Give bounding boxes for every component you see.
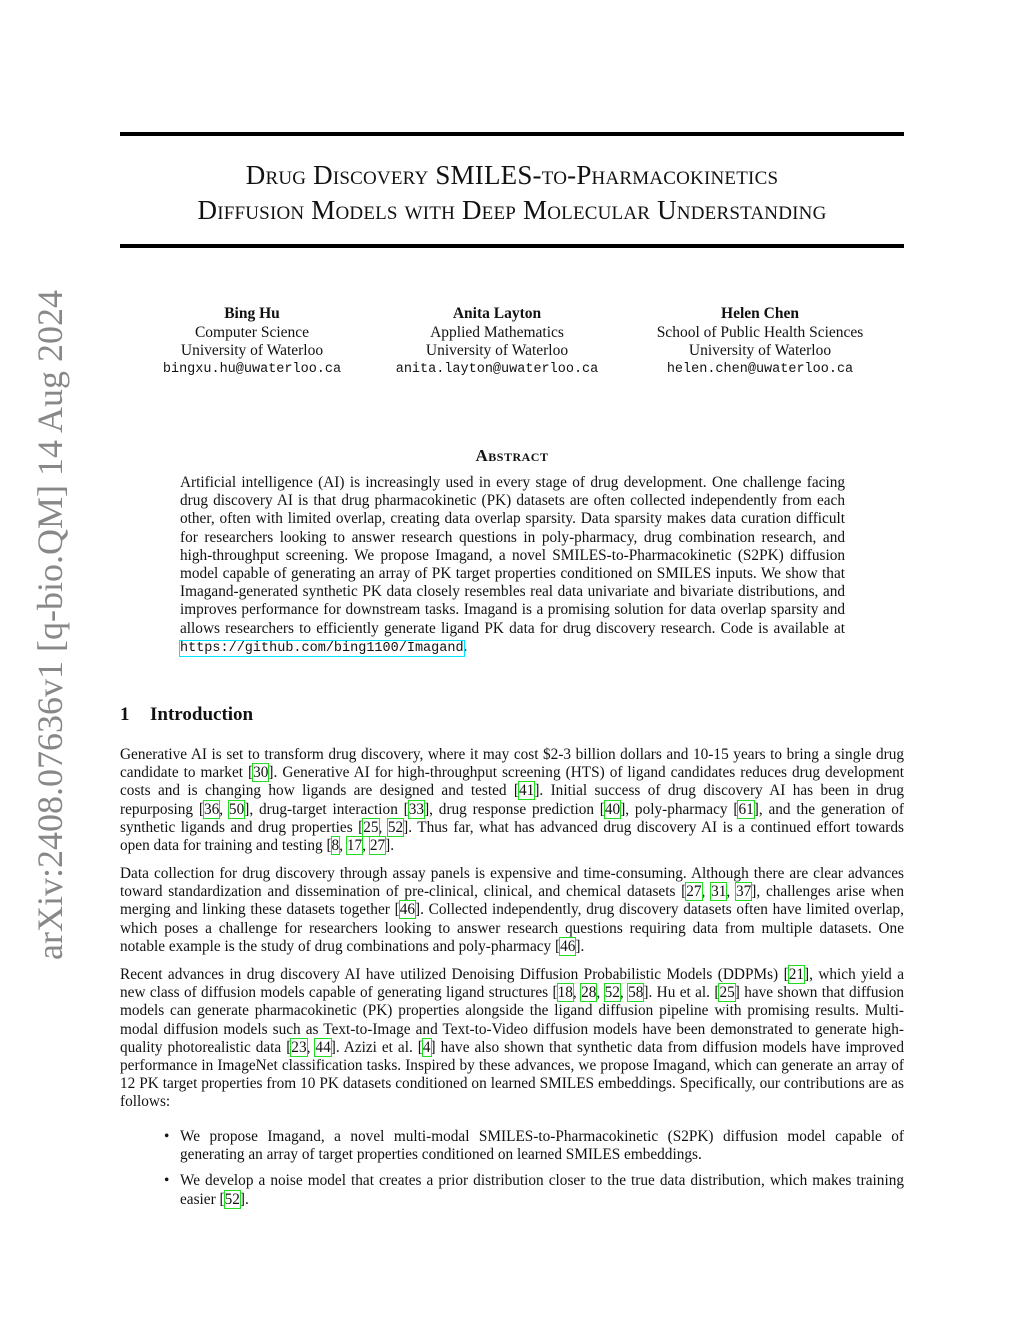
author-name: Helen Chen [721,305,799,322]
paragraph-text: We develop a noise model that creates a prior distribution closer to the true data distribution, which makes training easier [ [180,1172,904,1208]
citation-link[interactable]: 25 [363,818,379,836]
paragraph-text: ], which yield a new class of diffusion models capable of generating ligand structures [ [120,966,905,1002]
citation-link[interactable]: 52 [387,818,404,836]
citation-link[interactable]: 21 [788,966,804,983]
author-institution: University of Waterloo [688,342,832,359]
paragraph-text: ]. Hu et al. [ [643,984,720,1002]
paragraph-text: ], drug-target interaction [ [244,800,409,818]
citation-link[interactable]: 46 [399,901,415,919]
citation-link[interactable]: 41 [519,782,535,800]
citation-link[interactable]: 61 [738,800,754,818]
citation-link[interactable]: 40 [604,800,621,818]
section-title: Introduction [150,704,254,725]
author-email[interactable]: helen.chen@uwaterloo.ca [666,361,854,377]
citation-link[interactable]: 33 [408,800,425,818]
bullet-glyph: • [164,1172,170,1190]
author-name: Anita Layton [452,305,542,322]
paragraph-text: , [701,883,712,901]
paragraph-2 [120,865,904,956]
paragraph-text: Data collection for drug discovery through assay panels is expensive and time-consuming. Although there are clear advances toward standardization and dissemination of pre-clinical, clinical, and chemical datasets [ [120,865,904,901]
list-item-text: We propose Imagand, a novel multi-modal SMILES-to-Pharmacokinetic (S2PK) diffusion model capable of generating an array of target properties conditioned on learned SMILES embeddings. [180,1128,904,1164]
title-line-2: Diffusion Models with Deep Molecular Understanding [197,195,827,225]
citation-link[interactable]: 36 [203,800,220,818]
citation-link[interactable]: 28 [581,984,597,1002]
citation-link[interactable]: 17 [346,837,363,855]
paragraph-text: , [572,984,582,1002]
title-line-1: Drug Discovery SMILES-to-Pharmacokinetics [245,160,779,190]
paragraph-1 [120,746,904,855]
citation-link[interactable]: 58 [628,984,644,1002]
list-item-text [180,1172,904,1207]
code-link[interactable]: https://github.com/bing1100/Imagand [180,640,464,656]
list-item [164,1128,904,1164]
paragraph-text: ], drug response prediction [ [424,800,605,818]
author-block-2 [367,305,627,379]
paragraph-text: , [219,800,229,818]
section-number: 1 [120,704,130,725]
paragraph-text: Generative AI is set to transform drug discovery, where it may cost $2-3 billion dollars and 10-15 years to bring a single drug candidate to market [ [120,746,904,782]
citation-link[interactable]: 8 [331,837,340,855]
citation-link[interactable]: 46 [560,937,576,955]
author-email[interactable]: bingxu.hu@uwaterloo.ca [162,361,342,377]
paragraph-text: ]. Thus far, what has advanced drug discovery AI is a continued effort towards open data for training and testing [ [120,818,904,855]
paragraph-text: , [306,1038,316,1056]
paragraph-text: , [362,837,370,855]
author-block-3 [630,305,890,379]
citation-link[interactable]: 52 [604,984,620,1002]
citation-link[interactable]: 27 [686,883,702,901]
author-name: Bing Hu [224,305,280,322]
paragraph-text: ]. Generative AI for high-throughput screening (HTS) of ligand candidates reduces drug development costs and is changing how ligands are designed and tested [ [120,764,905,800]
citation-link[interactable]: 25 [719,984,735,1002]
paragraph-text: ]. [575,937,585,955]
list-item [164,1172,904,1208]
author-institution: University of Waterloo [425,342,569,359]
citation-link[interactable]: 4 [422,1038,431,1056]
paragraph-text: ], challenges arise when merging and linking these datasets together [ [120,883,904,919]
paragraph-text: ], poly-pharmacy [ [620,800,739,818]
abstract-end: . [463,637,468,655]
paragraph-text: , [619,984,629,1002]
section-heading [120,704,253,726]
citation-link[interactable]: 44 [315,1038,331,1056]
paragraph-text: ] have also shown that synthetic data from diffusion models have improved performance in ImageNet classification tasks. Inspired by these advances, we propose Imagand, which can generate an array of 12 PK target properties from 10 PK datasets conditioned on learned SMILES embeddings. Specifically, our contributions are as follows: [120,1038,904,1111]
author-dept: Applied Mathematics [430,323,564,341]
paragraph-text: , [378,818,388,836]
paragraph-text: ]. [239,1190,249,1208]
author-email[interactable]: anita.layton@uwaterloo.ca [395,361,599,377]
paragraph-text: , [726,883,736,901]
citation-link[interactable]: 52 [224,1190,240,1208]
author-institution: University of Waterloo [180,342,324,359]
title-rule-top [120,132,904,136]
paragraph-text: ] have shown that diffusion models can generate pharmacokinetic (PK) properties alongside the ligand diffusion pipeline with promising results. Multi-modal diffusion models such as Text-to-Image and Text-to-Video diffusion models have been demonstrated to generate high-quality photorealistic data [ [120,984,905,1056]
paragraph-text: ]. Initial success of drug discovery AI has been in drug repurposing [ [120,782,905,818]
paragraph-text: , [339,837,347,855]
citation-link[interactable]: 18 [557,984,573,1002]
paragraph-text: ]. [385,837,395,855]
citation-link[interactable]: 27 [369,837,386,855]
citation-link[interactable]: 31 [711,883,727,901]
citation-link[interactable]: 30 [253,764,269,782]
title-rule-bottom [120,244,904,248]
contribution-list [164,1128,904,1217]
paragraph-text: Recent advances in drug discovery AI have utilized Denoising Diffusion Probabilistic Models (DDPMs) [ [120,966,789,983]
paragraph-3 [120,966,904,1112]
arxiv-identifier: arXiv:2408.07636v1 [q-bio.QM] 14 Aug 2024 [30,290,70,960]
abstract-heading: Abstract [475,446,549,465]
bullet-glyph: • [164,1128,170,1145]
citation-link[interactable]: 37 [736,883,752,901]
author-dept: Computer Science [194,323,310,341]
citation-link[interactable]: 50 [228,800,245,818]
paragraph-text: ]. Azizi et al. [ [330,1038,423,1056]
paper-title [120,158,904,228]
citation-link[interactable]: 23 [291,1038,307,1056]
paragraph-text: , [596,984,605,1002]
paragraph-text: ]. Collected independently, drug discovery datasets often have limited overlap, which poses a challenge for researchers looking to answer research questions requiring data from multiple datasets. One notable example is the study of drug combinations and poly-pharmacy [ [120,901,904,955]
author-block-1 [122,305,382,379]
abstract-text: Artificial intelligence (AI) is increasingly used in every stage of drug development. One challenge facing drug discovery AI is that drug pharmacokinetic (PK) datasets are often collected independently from each other, often with limited overlap, creating data overlap sparsity. Data sparsity makes data curation difficult for researchers looking to answer research questions in poly-pharmacy, drug combination research, and high-throughput screening. We propose Imagand, a novel SMILES-to-Pharmacokinetic (S2PK) diffusion model capable of generating an array of PK target properties conditioned on SMILES inputs. We show that Imagand-generated synthetic PK data closely resembles real data univariate and bivariate distributions, and improves performance for downstream tasks. Imagand is a promising solution for data overlap sparsity and allows researchers to efficiently generate ligand PK data for drug discovery research. Code is available at [180,474,845,637]
paragraph-text: ], and the generation of synthetic ligands and drug properties [ [120,800,904,836]
abstract-body [180,474,845,658]
author-dept: School of Public Health Sciences [656,323,864,341]
